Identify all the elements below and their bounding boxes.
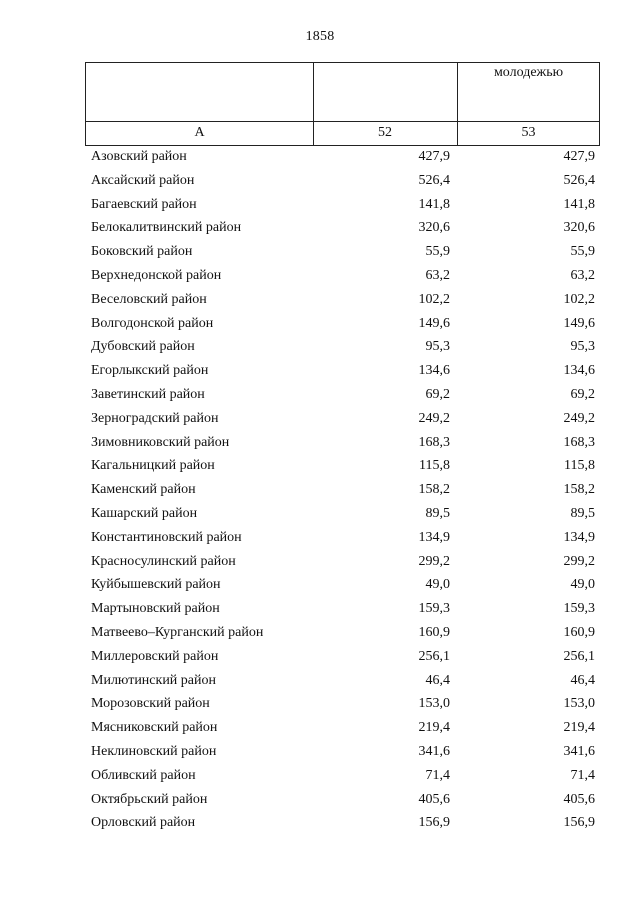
table-row bbox=[0, 146, 640, 170]
district-name: Куйбышевский район bbox=[91, 577, 221, 593]
table-row bbox=[0, 598, 640, 622]
value-col-53: 149,6 bbox=[563, 315, 595, 331]
table-row bbox=[0, 479, 640, 503]
district-name: Верхнедонской район bbox=[91, 267, 222, 283]
table-row bbox=[0, 241, 640, 265]
table-row bbox=[0, 741, 640, 765]
table-row bbox=[0, 384, 640, 408]
value-col-52: 320,6 bbox=[418, 220, 450, 236]
value-col-52: 168,3 bbox=[418, 434, 450, 450]
value-col-52: 160,9 bbox=[418, 624, 450, 640]
table-row bbox=[0, 194, 640, 218]
district-name: Волгодонской район bbox=[91, 315, 214, 331]
value-col-53: 341,6 bbox=[563, 743, 595, 759]
table-row bbox=[0, 432, 640, 456]
district-name: Мартыновский район bbox=[91, 601, 220, 617]
value-col-52: 102,2 bbox=[418, 291, 450, 307]
value-col-53: 405,6 bbox=[563, 791, 595, 807]
table-row bbox=[0, 622, 640, 646]
column-title-youth: молодежью bbox=[493, 65, 564, 80]
value-col-53: 134,6 bbox=[563, 363, 595, 379]
district-name: Аксайский район bbox=[91, 172, 195, 188]
value-col-52: 219,4 bbox=[418, 720, 450, 736]
table-row bbox=[0, 551, 640, 575]
value-col-52: 159,3 bbox=[418, 601, 450, 617]
table-row bbox=[0, 693, 640, 717]
district-name: Обливский район bbox=[91, 767, 196, 783]
district-name: Егорлыкский район bbox=[91, 363, 209, 379]
table-row bbox=[0, 336, 640, 360]
value-col-53: 299,2 bbox=[563, 553, 595, 569]
table-row bbox=[0, 265, 640, 289]
value-col-52: 89,5 bbox=[425, 505, 450, 521]
district-name: Боковский район bbox=[91, 244, 193, 260]
value-col-53: 427,9 bbox=[563, 149, 595, 164]
district-name: Белокалитвинский район bbox=[91, 220, 242, 236]
district-name: Морозовский район bbox=[91, 696, 210, 712]
table-row bbox=[0, 789, 640, 813]
value-col-52: 341,6 bbox=[418, 743, 450, 759]
value-col-53: 320,6 bbox=[563, 220, 595, 236]
value-col-53: 71,4 bbox=[570, 767, 595, 783]
value-col-53: 160,9 bbox=[563, 624, 595, 640]
value-col-52: 405,6 bbox=[418, 791, 450, 807]
district-name: Красносулинский район bbox=[91, 553, 236, 569]
table-row bbox=[0, 455, 640, 479]
value-col-52: 134,9 bbox=[418, 529, 450, 545]
value-col-52: 115,8 bbox=[419, 458, 450, 474]
district-name: Неклиновский район bbox=[91, 743, 217, 759]
value-col-53: 55,9 bbox=[570, 244, 595, 260]
table-row bbox=[0, 574, 640, 598]
value-col-53: 256,1 bbox=[563, 648, 595, 664]
value-col-52: 299,2 bbox=[418, 553, 450, 569]
value-col-53: 156,9 bbox=[563, 815, 595, 831]
value-col-52: 141,8 bbox=[418, 196, 450, 212]
district-name: Октябрьский район bbox=[91, 791, 208, 807]
value-col-53: 95,3 bbox=[570, 339, 595, 355]
value-col-53: 115,8 bbox=[564, 458, 595, 474]
column-label-52: 52 bbox=[378, 125, 392, 140]
district-name: Заветинский район bbox=[91, 386, 205, 402]
value-col-52: 249,2 bbox=[418, 410, 450, 426]
table-row bbox=[0, 503, 640, 527]
value-col-52: 134,6 bbox=[418, 363, 450, 379]
table-row bbox=[0, 360, 640, 384]
value-col-52: 46,4 bbox=[425, 672, 450, 688]
value-col-52: 49,0 bbox=[425, 577, 450, 593]
district-name: Кашарский район bbox=[91, 505, 198, 521]
district-name: Кагальницкий район bbox=[91, 458, 215, 474]
value-col-52: 153,0 bbox=[418, 696, 450, 712]
district-name: Константиновский район bbox=[91, 529, 242, 545]
district-name: Орловский район bbox=[91, 815, 196, 831]
table-row bbox=[0, 646, 640, 670]
page-number: 1858 bbox=[305, 29, 335, 44]
district-name: Матвеево–Курганский район bbox=[91, 624, 264, 640]
value-col-52: 149,6 bbox=[418, 315, 450, 331]
value-col-52: 69,2 bbox=[425, 386, 450, 402]
value-col-53: 49,0 bbox=[570, 577, 595, 593]
table-row bbox=[0, 765, 640, 789]
value-col-53: 168,3 bbox=[563, 434, 595, 450]
district-name: Милютинский район bbox=[91, 672, 217, 688]
district-name: Багаевский район bbox=[91, 196, 197, 212]
district-name: Зимовниковский район bbox=[91, 434, 230, 450]
table-row bbox=[0, 289, 640, 313]
district-name: Азовский район bbox=[91, 149, 187, 164]
value-col-53: 102,2 bbox=[563, 291, 595, 307]
value-col-53: 69,2 bbox=[570, 386, 595, 402]
value-col-52: 63,2 bbox=[425, 267, 450, 283]
table-row bbox=[0, 170, 640, 194]
value-col-52: 526,4 bbox=[418, 172, 450, 188]
value-col-53: 249,2 bbox=[563, 410, 595, 426]
column-label-53: 53 bbox=[521, 125, 536, 140]
value-col-52: 158,2 bbox=[418, 482, 450, 498]
value-col-53: 526,4 bbox=[563, 172, 595, 188]
value-col-52: 71,4 bbox=[425, 767, 450, 783]
table-body bbox=[0, 146, 640, 836]
table-row bbox=[0, 527, 640, 551]
value-col-53: 134,9 bbox=[563, 529, 595, 545]
table-header bbox=[85, 62, 600, 146]
table-row bbox=[0, 313, 640, 337]
value-col-53: 63,2 bbox=[570, 267, 595, 283]
table-row bbox=[0, 812, 640, 836]
value-col-53: 89,5 bbox=[570, 505, 595, 521]
value-col-52: 256,1 bbox=[418, 648, 450, 664]
value-col-52: 95,3 bbox=[425, 339, 450, 355]
table-row bbox=[0, 408, 640, 432]
value-col-53: 46,4 bbox=[570, 672, 595, 688]
district-name: Зерноградский район bbox=[91, 410, 219, 426]
table-row bbox=[0, 217, 640, 241]
value-col-52: 427,9 bbox=[418, 149, 450, 164]
value-col-53: 158,2 bbox=[563, 482, 595, 498]
value-col-53: 159,3 bbox=[563, 601, 595, 617]
value-col-52: 55,9 bbox=[425, 244, 450, 260]
table-row bbox=[0, 717, 640, 741]
value-col-52: 156,9 bbox=[418, 815, 450, 831]
district-name: Дубовский район bbox=[91, 339, 195, 355]
table-row bbox=[0, 670, 640, 694]
district-name: Миллеровский район bbox=[91, 648, 219, 664]
value-col-53: 141,8 bbox=[563, 196, 595, 212]
value-col-53: 153,0 bbox=[563, 696, 595, 712]
district-name: Каменский район bbox=[91, 482, 196, 498]
column-label-a: А bbox=[194, 125, 205, 140]
district-name: Веселовский район bbox=[91, 291, 207, 307]
header-divider bbox=[86, 121, 599, 122]
district-name: Мясниковский район bbox=[91, 720, 218, 736]
value-col-53: 219,4 bbox=[563, 720, 595, 736]
